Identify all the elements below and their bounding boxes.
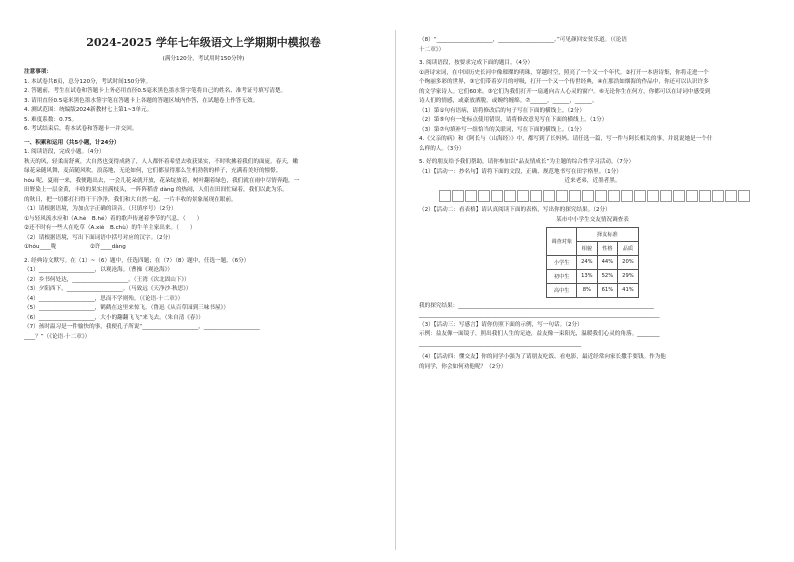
passage-line: 诗人们的情感，或豪放洒脱，或婉约缠绵。⑦______，______，______。	[419, 98, 598, 104]
table-group-head: 择友标准	[577, 227, 639, 241]
question-4: 4.《父亲的病》和《阿长与〈山海经〉》中，都写到了长妈妈。请任选一篇，写一件与阿长相关的事，并说说她是一个什	[419, 136, 713, 142]
row-label: 高中生	[547, 283, 577, 297]
question-3-1: （1）第①句有语病，请将修改后的句子写在下面的横线上。（2分）	[419, 107, 585, 114]
table-sub-head: 性格	[597, 241, 618, 255]
note-item: 5. 难度系数：0.75。	[24, 116, 78, 123]
table-col-head: 调查对象	[547, 227, 577, 255]
exam-title: 2024-2025 学年七年级语文上学期期中模拟卷	[86, 36, 321, 49]
passage-line: 的秋日，把一切都打扫得干干净净，我们和大自然一起，一片丰收的景象展现在眼前。	[24, 196, 237, 203]
question-1: 1. 阅读语段，完成小题。（4分）	[24, 149, 105, 155]
question-5-2: （2）【活动二：看表格】请认真阅读下面的表格，写出你的探究结果。（2分）	[419, 207, 611, 213]
passage-line: 个绚丽多彩的世界，③它们带着岁月的呼吸，打开一个又一个传世经典，④在那浩如烟海的作品中，你还可以认识许多	[419, 79, 709, 85]
poem-line: ____？”（《论语·十二章》）	[24, 333, 91, 340]
table-cell: 44%	[597, 255, 618, 269]
question-3-3: （3）第⑦句填补写一组恰当的关联词，写在下面的横线上。（1分）	[419, 126, 585, 133]
passage-line: hóu 呢，夏雨一来，我便跑出去，一会儿花朵就开放，花朵绽放着，树叶翻着绿色，我们就在雨中尽情奔跑，一	[24, 177, 300, 184]
poem-line: （4）____________________，思而不学则殆。（《论语·十二章》）	[24, 295, 184, 302]
poem-line: （8）“____________________，____________________。”可见颜回安贫乐道。（《论语	[419, 37, 627, 43]
poem-line: （1）____________________，以观沧海。（曹操《观沧海》）	[24, 267, 173, 273]
question-1-1: （1）请根据语境，为加点字正确的读音。（只填序号）（2分）	[24, 206, 177, 212]
table-cell: 8%	[577, 283, 598, 297]
answer-line[interactable]: __________________________________________________________	[419, 340, 582, 347]
copy-sentence: 近来老弟，近墨者黑。	[564, 178, 621, 184]
question-5-4: （4）【活动四：懂交友】你的同学小强为了请朋友吃饭、看电影，最近经常向家长撒手要钱。作为他	[419, 354, 666, 360]
question-3-2: （2）第⑤句有一处标点使用错误，请将修改意见写在下面的横线上。（1分）	[419, 117, 608, 123]
question-1-2: （2）请根据语境，写出下面词语中括号对应的汉字。（2分）	[24, 234, 174, 241]
poem-line: （6）____________________，大小的翻翻飞飞“来飞去。（朱自清《春》）	[24, 314, 204, 321]
poem-line: （2）乡书何处达，____________________。（王湾《次北固山下》）	[24, 276, 190, 283]
poem-line: （5）____________________，鹤鹤在这里来惊飞。（鲁迅《从百草园到三味书屋》）	[24, 305, 229, 311]
passage-line: ①唐诗宋词，在中国历史长河中像璀璨的明珠，穿越时空，照亮了一个又一个年代。②打开一本唐诗集，你将走进一个	[419, 69, 709, 76]
passage-line: 的文学家诗人。它们60来。③它们为我们打开一扇通向古人心灵的窗户。⑥无论你生在何方，你都可以在诗词中感受到	[419, 88, 711, 95]
question-5-4: 的同学，你会如何劝他呢？（2分）	[419, 363, 507, 370]
table-cell: 41%	[618, 283, 639, 297]
question-5: 5. 好的朋友给予我们帮助，请你参加以“品友情成长”为主题的综合性学习活动。（7分）	[419, 159, 635, 165]
table-cell: 52%	[597, 269, 618, 283]
poem-line: 十二章》）	[419, 46, 445, 53]
question-2: 2. 经典诗文默写。在（1）~（6）题中，任选四题；在（7）（8）题中，任选一题。（6分）	[24, 257, 250, 264]
table-sub-head: 品质	[618, 241, 639, 255]
writing-grid[interactable]	[439, 190, 766, 202]
table-row	[547, 255, 638, 269]
question-1-1a: ①与轻风流水应和（A.hè B.hé）着的歌声传递着季节的气息。（ ）	[24, 215, 203, 222]
passage-line: 田野染上一层金黄，丰收的果实挂满枝头，一阵阵稻香 dàng 的热闹，人们在田间忙碌着，我们以此为乐。	[24, 187, 288, 193]
question-4: 么样的人。（3分）	[419, 145, 465, 152]
note-item: 1. 本试卷共8页，总分120分，考试时间150分钟。	[24, 78, 152, 85]
exam-subtitle: (满分120分，考试用时150分钟)	[162, 56, 245, 62]
table-title: 某市中小学生交友情况调查表	[556, 216, 629, 223]
passage-line: 秋天的风，轻柔而舒爽，大自然也变得成熟了，人人都怀着希望去收获果实，不时吹拂着我们的面庞。春天，嫩	[24, 158, 299, 165]
row-label: 初中生	[547, 269, 577, 283]
table-cell: 24%	[577, 255, 598, 269]
passage-line: 绿花朵随风舞，麦苗随风吹，浪荡地，无论如何，它们都显得那么生机勃勃的样子，充满着美好的憧憬。	[24, 168, 282, 174]
answer-line[interactable]: ______________________________________________________________________________________	[419, 312, 660, 318]
table-sub-head: 相貌	[577, 241, 598, 255]
section-heading: 一、积累和运用（共5小题，计24分）	[24, 139, 120, 146]
answer-line[interactable]: 我的探究结果：______________________________________________________________________	[419, 302, 654, 309]
poem-line: （3）夕阳西下，____________________。（马致远《天净沙·秋思》）	[24, 286, 192, 292]
table-row	[547, 269, 638, 283]
question-5-3: （3）【活动三：写感言】请你仿照下面的示例，写一句话。（2分）	[419, 321, 583, 328]
question-1-1b: ②还不时有一些人在吃草（A.xiè B.chù）的牛羊主家出来。（ ）	[24, 225, 196, 231]
question-1-2a: ①hóu____咙 ②许____dàng	[24, 244, 126, 250]
row-label: 小学生	[547, 255, 577, 269]
table-cell: 61%	[597, 283, 618, 297]
table-cell: 13%	[577, 269, 598, 283]
question-3: 3. 阅读语段，按要求完成下面的题目。（4分）	[419, 60, 534, 66]
table-row	[547, 283, 638, 297]
question-5-1: （1）【活动一：抄名句】请将下面的文段，正确、规范地书写在田字格里。（1分）	[419, 168, 622, 175]
table-cell: 29%	[618, 269, 639, 283]
note-item: 4. 测试范围：统编版2024新教材七上第1~3单元。	[24, 107, 153, 113]
note-item: 2. 答题前，考生在试卷和答题卡上务必用直径0.5毫米黑色墨水签字笔将自己的姓名、准考证号填写清楚。	[24, 88, 287, 94]
example-line: 示例：益友像一面镜子，照出我们人生的足迹，益友像一束阳光，温暖我们心灵的角落。________	[419, 331, 660, 337]
survey-table	[546, 227, 638, 298]
note-item: 3. 请用直径0.5毫米黑色墨水签字笔在答题卡上各题的答题区域内作答，在试题卷上作答无效。	[24, 97, 259, 104]
note-item: 6. 考试结束后，将本试卷和答题卡一并交回。	[24, 126, 138, 132]
right-page	[397, 0, 794, 562]
poem-line: （7）孩时温习是一件愉快的事，我便孔子所说“____________________，____________________	[24, 324, 260, 330]
notes-title: 注意事项：	[24, 69, 52, 75]
table-cell: 20%	[618, 255, 639, 269]
